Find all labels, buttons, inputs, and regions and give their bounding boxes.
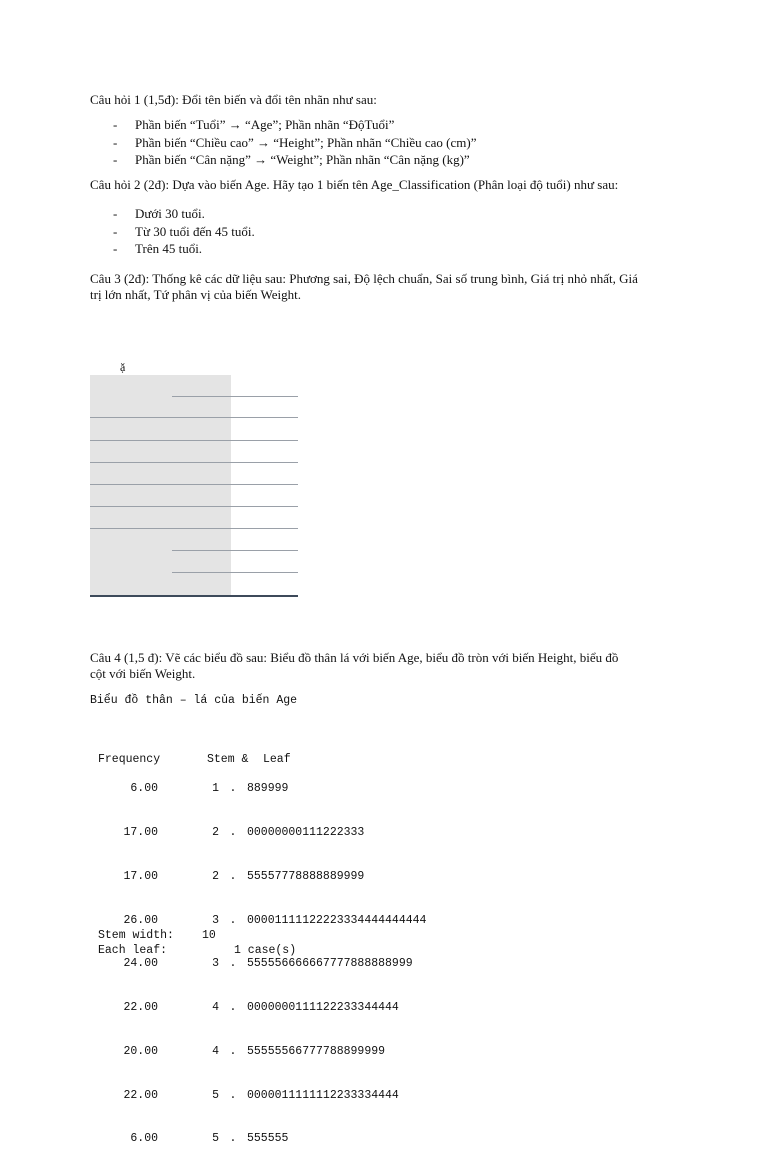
question-2-list	[90, 206, 680, 259]
question-1	[90, 92, 680, 170]
table-divider	[90, 440, 298, 441]
frequency-cell: 24.00	[123, 957, 158, 971]
leaf-cell: 555556666667777888888999	[247, 957, 413, 971]
list-item: - Phần biến “Chiều cao” → “Height”; Phần nhãn “Chiều cao (cm)”	[90, 135, 680, 153]
leaf-cell: 555555	[247, 1132, 289, 1146]
question-2-title: Câu hỏi 2 (2đ): Dựa vào biến Age. Hãy tạo 1 biến tên Age_Classification (Phân loại độ tuổi) như sau:	[90, 177, 619, 192]
stem-cell: 4	[212, 1044, 219, 1058]
list-item: - Dưới 30 tuổi.	[90, 206, 680, 224]
frequency-cell: 6.00	[130, 782, 158, 796]
frequency-cell: 26.00	[123, 913, 158, 927]
list-item: - Trên 45 tuổi.	[90, 241, 680, 259]
stem-cell: 5	[212, 1088, 219, 1102]
leaf-cell: 889999	[247, 782, 289, 796]
question-1-title: Câu hỏi 1 (1,5đ): Đổi tên biến và đổi tên nhãn như sau:	[90, 92, 377, 107]
table-divider	[172, 572, 298, 573]
leaf-cell: 55555566777788899999	[247, 1044, 386, 1058]
stem-cell: 4	[212, 1001, 219, 1015]
table-row: 6.00 5 . 555555	[85, 1132, 426, 1147]
table-label-column	[90, 375, 231, 595]
leaf-cell: 55557778888889999	[247, 869, 365, 883]
stem-cell: 3	[212, 913, 219, 927]
leaf-cell: 00001111122223334444444444	[247, 913, 427, 927]
question-4	[90, 650, 680, 682]
stem-width-value: 10	[202, 929, 216, 943]
table-divider	[90, 506, 298, 507]
stem-cell: 2	[212, 869, 219, 883]
list-item: - Phần biến “Cân nặng” → “Weight”; Phần nhãn “Cân nặng (kg)”	[90, 152, 680, 170]
table-fragment-text: ặ	[120, 360, 126, 374]
frequency-cell: 17.00	[123, 869, 158, 883]
each-leaf-label: Each leaf:	[98, 944, 168, 958]
stem-cell: 5	[212, 1132, 219, 1146]
question-3	[90, 271, 680, 303]
table-row: 17.00 2 . 00000000111222333	[85, 826, 426, 841]
frequency-cell: 22.00	[123, 1001, 158, 1015]
stem-width-label: Stem width:	[98, 929, 174, 943]
table-bottom-border	[90, 595, 298, 597]
table-row: 22.00 5 . 0000011111112233334444	[85, 1089, 426, 1104]
frequency-cell: 6.00	[130, 1132, 158, 1146]
each-leaf-line	[98, 915, 296, 973]
table-divider	[90, 462, 298, 463]
each-leaf-value: 1 case(s)	[234, 944, 297, 958]
frequency-cell: 17.00	[123, 825, 158, 839]
frequency-header: Frequency	[98, 753, 161, 767]
question-1-list	[90, 117, 680, 170]
table-row: 22.00 4 . 0000000111122233344444	[85, 1001, 426, 1016]
stem-leaf-title: Biểu đồ thân – lá của biến Age	[90, 694, 298, 707]
table-row: 24.00 3 . 555556666667777888888999	[85, 957, 426, 972]
question-3-line-2: trị lớn nhất, Tứ phân vị của biến Weight.	[90, 287, 301, 302]
table-row: 17.00 2 . 55557778888889999	[85, 870, 426, 885]
question-2	[90, 177, 680, 259]
table-divider	[90, 528, 298, 529]
table-divider	[90, 484, 298, 485]
table-row: 26.00 3 . 00001111122223334444444444	[85, 914, 426, 929]
table-row: 20.00 4 . 55555566777788899999	[85, 1045, 426, 1060]
question-3-line-1: Câu 3 (2đ): Thống kê các dữ liệu sau: Phương sai, Độ lệch chuẩn, Sai số trung bình, Giá trị nhỏ nhất, Giá	[90, 271, 638, 286]
frequency-cell: 22.00	[123, 1088, 158, 1102]
list-item: - Phần biến “Tuổi” → “Age”; Phần nhãn “ĐộTuổi”	[90, 117, 680, 135]
leaf-cell: 0000011111112233334444	[247, 1088, 399, 1102]
leaf-header: Leaf	[263, 753, 291, 767]
stem-header: Stem &	[207, 753, 249, 767]
stem-cell: 1	[212, 782, 219, 796]
question-4-line-2: cột với biến Weight.	[90, 666, 196, 681]
question-4-line-1: Câu 4 (1,5 đ): Vẽ các biểu đồ sau: Biểu đồ thân lá với biến Age, biểu đồ tròn với biến Height, biểu đồ	[90, 650, 619, 665]
leaf-cell: 00000000111222333	[247, 825, 365, 839]
stem-cell: 2	[212, 825, 219, 839]
table-divider	[172, 396, 298, 397]
table-divider	[90, 417, 298, 418]
stem-cell: 3	[212, 957, 219, 971]
table-divider	[172, 550, 298, 551]
table-row: 6.00 1 . 889999	[85, 782, 426, 797]
leaf-cell: 0000000111122233344444	[247, 1001, 399, 1015]
list-item: - Từ 30 tuổi đến 45 tuổi.	[90, 224, 680, 242]
frequency-cell: 20.00	[123, 1044, 158, 1058]
statistics-table	[90, 375, 298, 597]
